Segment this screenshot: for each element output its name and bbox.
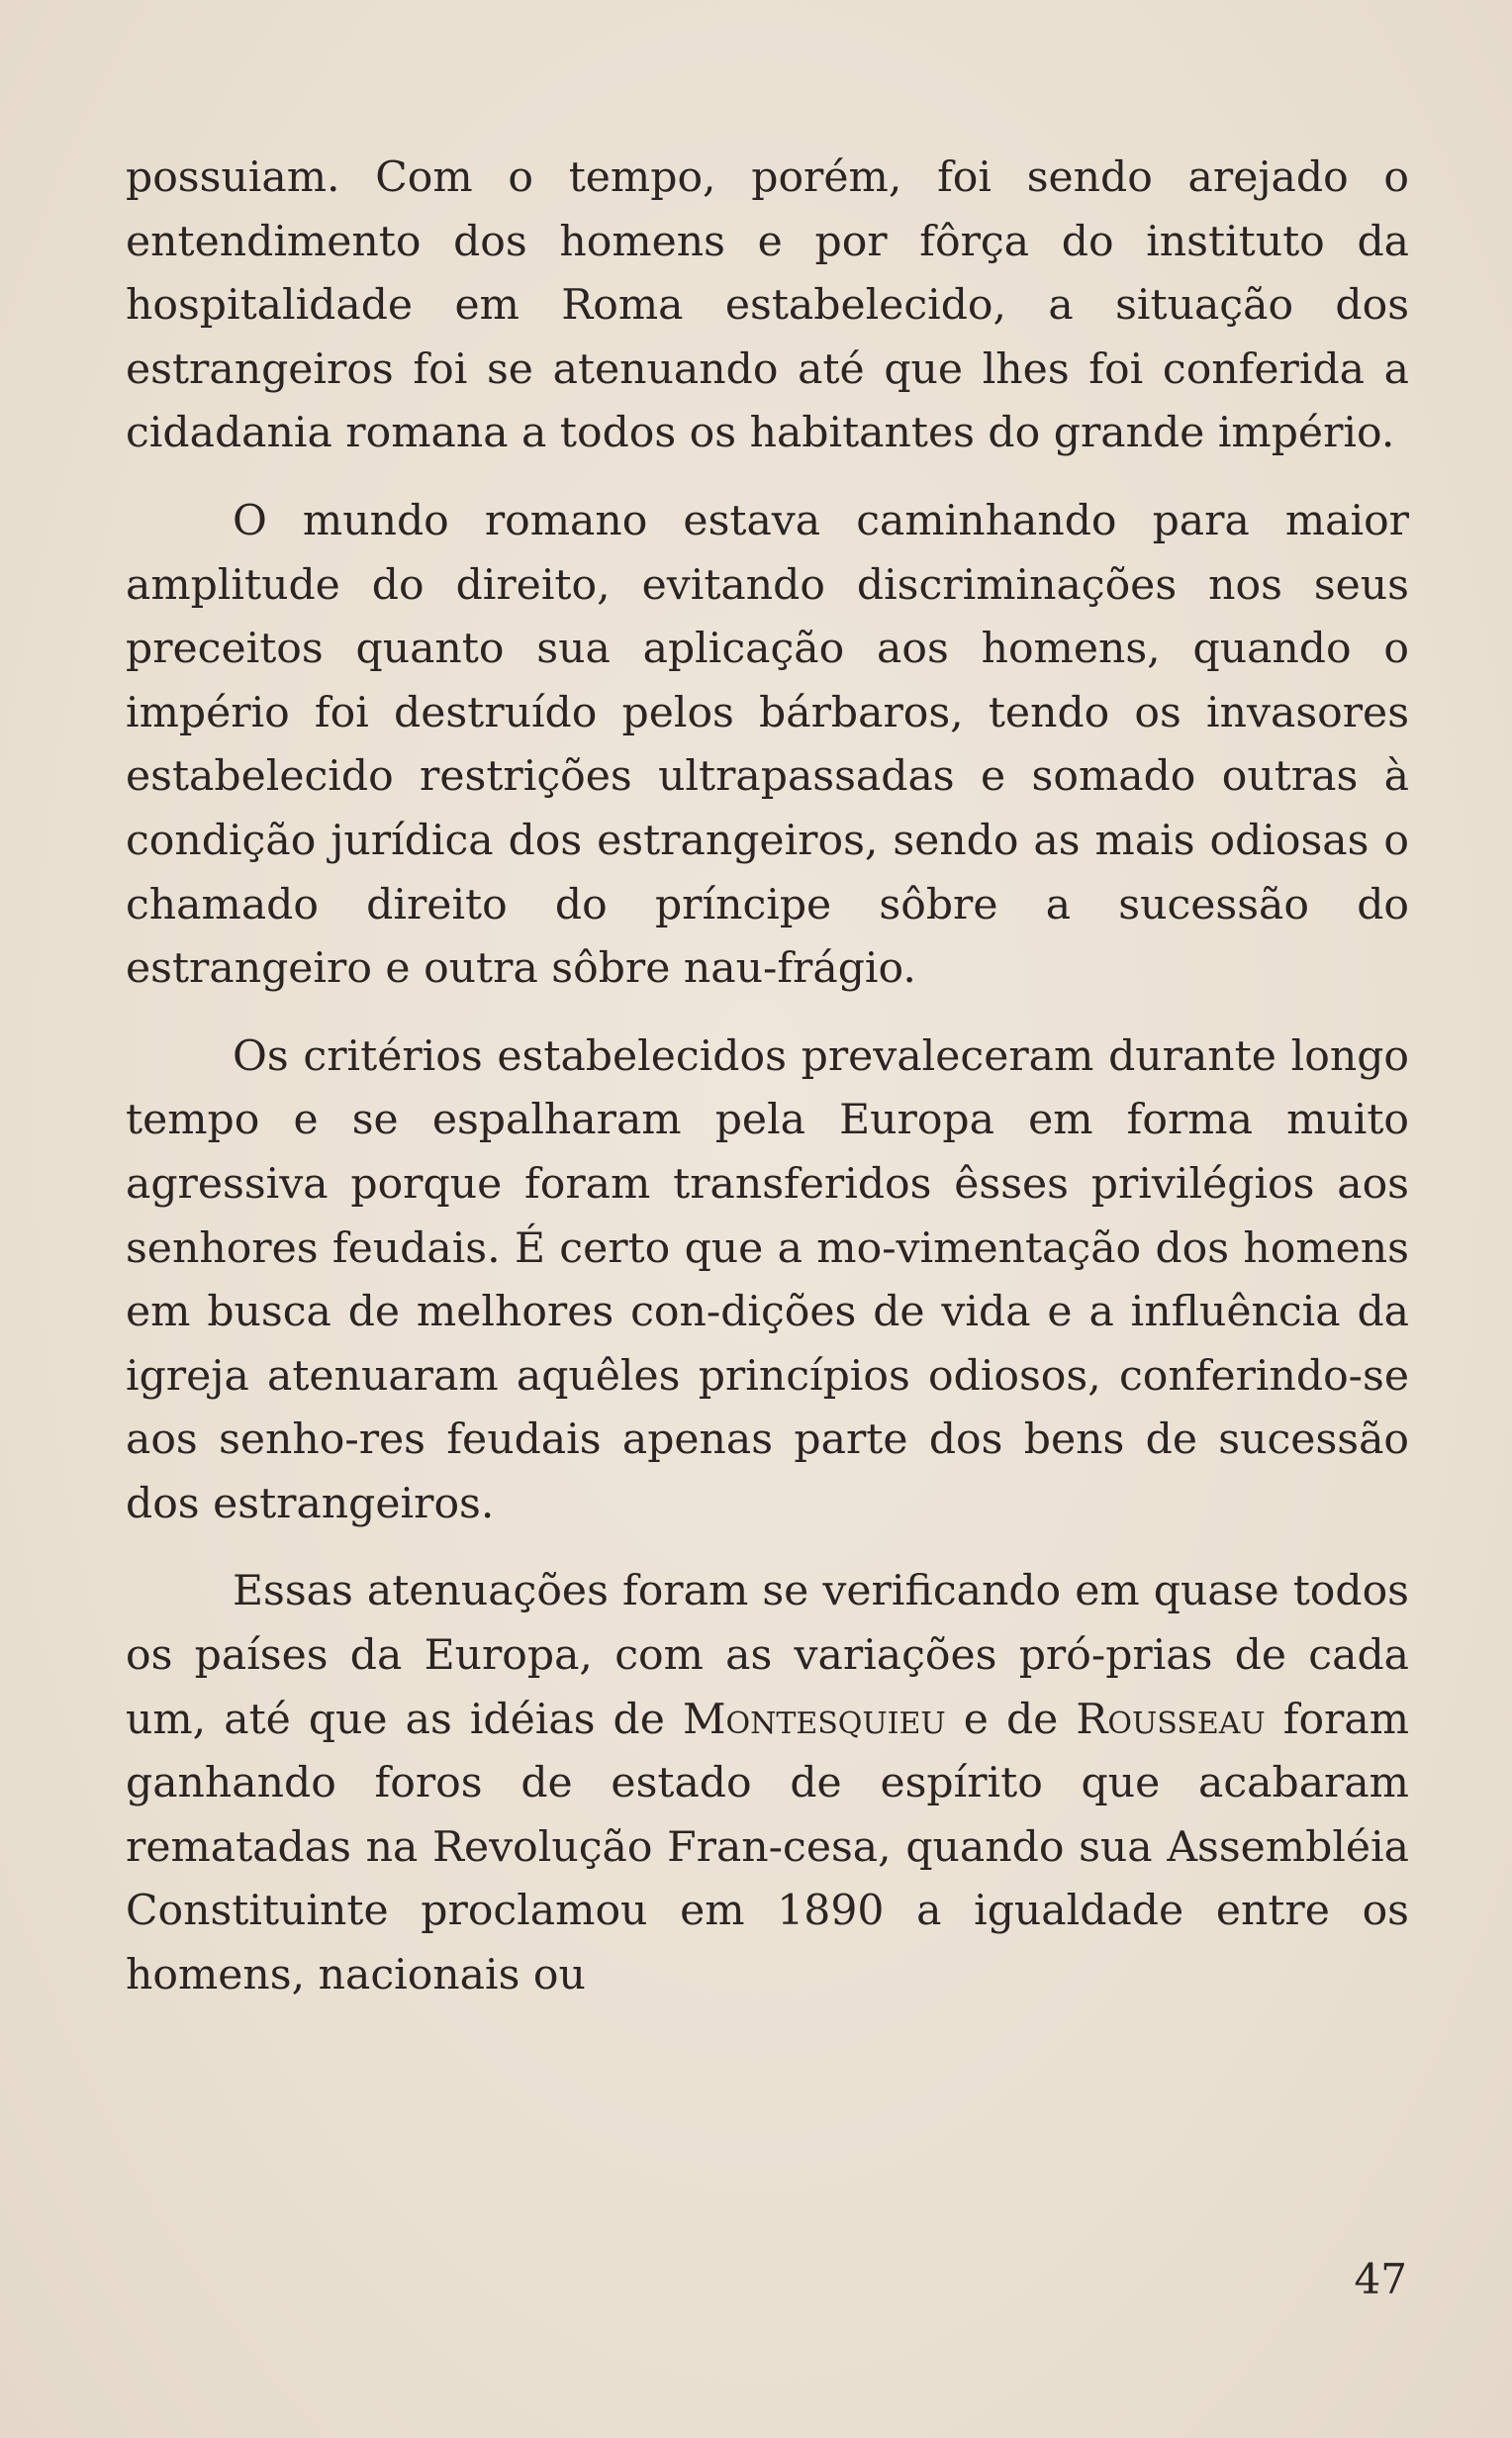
paragraph-4 xyxy=(126,1560,1409,2007)
paragraph-2: O mundo romano estava caminhando para maior amplitude do direito, evitando discriminações nos seus preceitos quanto sua aplicação aos homens, quando o império foi destruído pelos bárbaros, tendo os invasores estabelecido restrições ultrapassadas e somado outras à condição jurídica dos estrangeiros, sendo as mais odiosas o chamado direito do príncipe sôbre a sucessão do estrangeiro e outra sôbre nau-frágio. xyxy=(126,496,1409,994)
paragraph-4-part-3: foram ganhando foros de estado de espírito que acabaram rematadas na Revolução Fran-cesa, quando sua Assembléia Constituinte proclamou em 1890 a igualdade entre os homens, nacionais ou xyxy=(126,1695,1409,2000)
paragraph-4-part-2: e de xyxy=(945,1695,1077,1744)
author-name-montesquieu: Montesquieu xyxy=(682,1695,946,1744)
paragraph-3: Os critérios estabelecidos prevaleceram durante longo tempo e se espalharam pela Europa em forma muito agressiva porque foram transferidos êsses privilégios aos senhores feudais. É certo que a mo-vimentação dos homens em busca de melhores con-dições de vida e a influência da igreja atenuaram aquêles princípios odiosos, conferindo-se aos senho-res feudais apenas parte dos bens de sucessão dos estrangeiros. xyxy=(126,1031,1409,1528)
page-number: 47 xyxy=(1354,2255,1407,2303)
body-text xyxy=(126,146,1409,2008)
paragraph-4-part-1: Essas atenuações foram se verificando em quase todos os países da Europa, com as variações pró-prias de cada um, até que as idéias de xyxy=(126,1567,1409,1744)
paragraph-1: possuiam. Com o tempo, porém, foi sendo arejado o entendimento dos homens e por fôrça do instituto da hospitalidade em Roma estabelecido, a situação dos estrangeiros foi se atenuando até que lhes foi conferida a cidadania romana a todos os habitantes do grande império. xyxy=(126,153,1409,458)
author-name-rousseau: Rousseau xyxy=(1076,1695,1266,1744)
